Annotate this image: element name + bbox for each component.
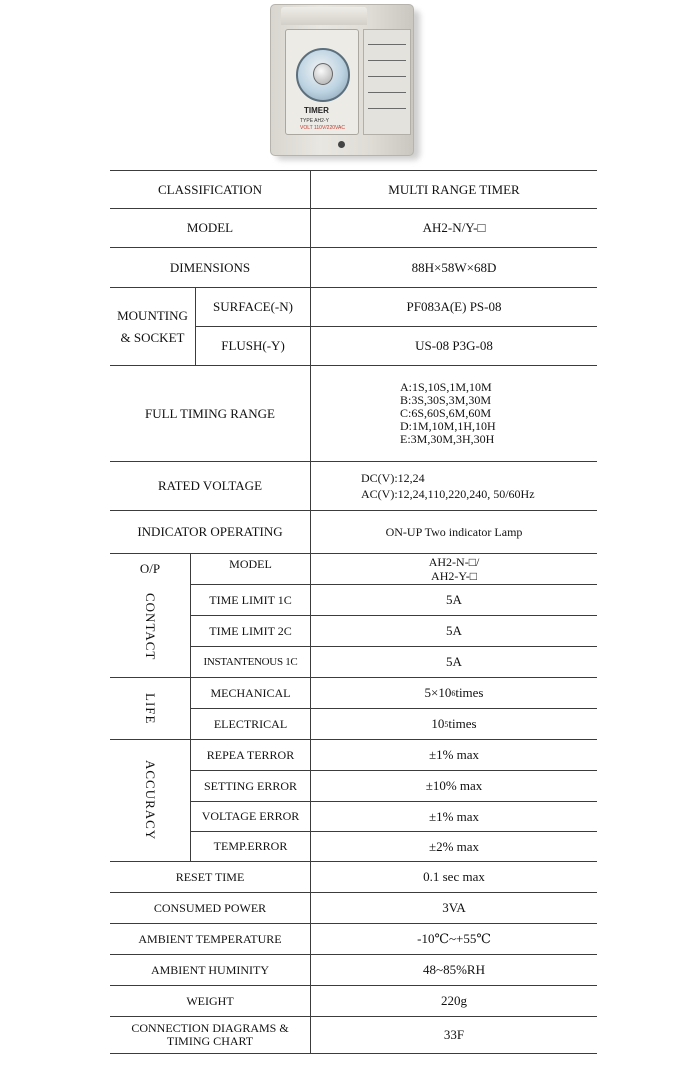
electrical-value [311,709,597,739]
connection-label-line2: TIMING CHART [166,1034,254,1048]
mounting-hole [338,141,345,148]
timer-dial [296,48,350,102]
electrical-label: ELECTRICAL [213,716,288,731]
connection-diagrams-label [110,1017,310,1053]
temp-error-label: TEMP.ERROR [213,839,288,853]
rated-voltage-label: RATED VOLTAGE [157,478,263,493]
timing-range-a: A:1S,10S,1M,10M [400,380,492,394]
rated-voltage-dc: DC(V):12,24 [361,471,425,485]
electrical-value-unit: times [448,716,477,731]
relay-top-cap [281,7,367,25]
rated-voltage-ac: AC(V):12,24,110,220,240, 50/60Hz [361,487,535,501]
timing-range-e: E:3M,30M,3H,30H [400,432,495,446]
relay-front-panel [285,29,359,135]
instantaneous-1c-label: INSTANTENOUS 1C [203,656,298,668]
model-value: AH2-N/Y-□ [422,220,486,235]
classification-label: CLASSIFICATION [157,181,262,197]
relay-face-volt: VOLT 110V/220VAC [300,125,345,131]
op-model-value-y: AH2-Y-□ [431,569,477,583]
timing-range-values [400,366,597,461]
op-model-value-n: AH2-N-□/ [428,555,480,569]
time-limit-2c-value: 5A [446,623,462,638]
op-model-label: MODEL [229,556,272,571]
timing-range-c: C:6S,60S,6M,60M [400,406,492,420]
connection-label-line1: CONNECTION DIAGRAMS & [131,1021,289,1035]
mechanical-value [311,678,597,708]
setting-error-value: ±10% max [425,778,483,793]
product-photo [268,2,420,160]
reset-time-value: 0.1 sec max [423,869,485,884]
accuracy-label: ACCURACY [143,760,158,841]
op-model-value [311,554,597,584]
spec-table [110,170,597,1054]
mechanical-label: MECHANICAL [210,685,291,700]
ambient-temperature-label: AMBIENT TEMPERATURE [138,931,282,946]
rated-voltage-values [361,462,597,510]
mechanical-value-unit: times [455,685,484,700]
voltage-error-label: VOLTAGE ERROR [201,809,300,823]
temp-error-value: ±2% max [428,838,480,854]
time-limit-1c-label: TIME LIMIT 1C [209,592,292,607]
dial-knob [313,63,333,85]
electrical-value-exponent: 5 [444,719,449,729]
mounting-socket-label [110,288,195,365]
model-label: MODEL [186,220,234,235]
weight-value: 220g [441,993,467,1008]
relay-housing [270,4,414,156]
consumed-power-label: CONSUMED POWER [153,900,267,915]
dimensions-label: DIMENSIONS [169,259,251,275]
indicator-operating-label: INDICATOR OPERATING [137,524,283,539]
voltage-error-value: ±1% max [428,808,480,824]
ambient-humidity-value: 48~85%RH [423,962,485,977]
instantaneous-1c-value: 5A [446,654,462,669]
repeat-error-value: ±1% max [428,747,480,762]
ambient-humidity-label: AMBIENT HUMINITY [150,962,270,977]
life-label-box [110,678,190,739]
electrical-value-base: 10 [431,716,445,731]
reset-time-label: RESET TIME [175,869,245,884]
ambient-temperature-value: -10℃~+55℃ [417,931,491,946]
contact-label-box [110,582,190,672]
timing-range-b: B:3S,30S,3M,30M [400,393,492,407]
dimensions-value: 88H×58W×68D [411,259,497,275]
surface-label: SURFACE(-N) [213,299,293,314]
consumed-power-value: 3VA [442,900,466,915]
timing-range-d: D:1M,10M,1H,10H [400,419,496,433]
relay-side-label [363,29,411,135]
indicator-operating-value: ON-UP Two indicator Lamp [385,524,523,539]
contact-label: CONTACT [143,593,158,661]
mechanical-value-base: 5×10 [424,685,452,700]
classification-value: MULTI RANGE TIMER [388,181,520,197]
accuracy-label-box [110,740,190,861]
flush-value: US-08 P3G-08 [415,338,493,353]
connection-diagrams-value: 33F [443,1027,465,1042]
timing-range-label: FULL TIMING RANGE [145,405,275,421]
mounting-label-line1: MOUNTING [117,307,188,323]
time-limit-2c-label: TIME LIMIT 2C [209,623,292,638]
time-limit-1c-value: 5A [446,592,462,607]
life-label: LIFE [143,692,158,725]
relay-face-title: TIMER [304,106,329,115]
repeat-error-label: REPEA TERROR [206,747,295,762]
surface-value: PF083A(E) PS-08 [406,299,502,314]
op-label: O/P [139,561,161,576]
setting-error-label: SETTING ERROR [204,778,297,793]
mechanical-value-exponent: 6 [451,688,456,698]
weight-label: WEIGHT [186,993,234,1008]
relay-face-type: TYPE AH2-Y [300,118,329,124]
flush-label: FLUSH(-Y) [221,338,285,353]
mounting-label-line2: & SOCKET [120,329,185,345]
